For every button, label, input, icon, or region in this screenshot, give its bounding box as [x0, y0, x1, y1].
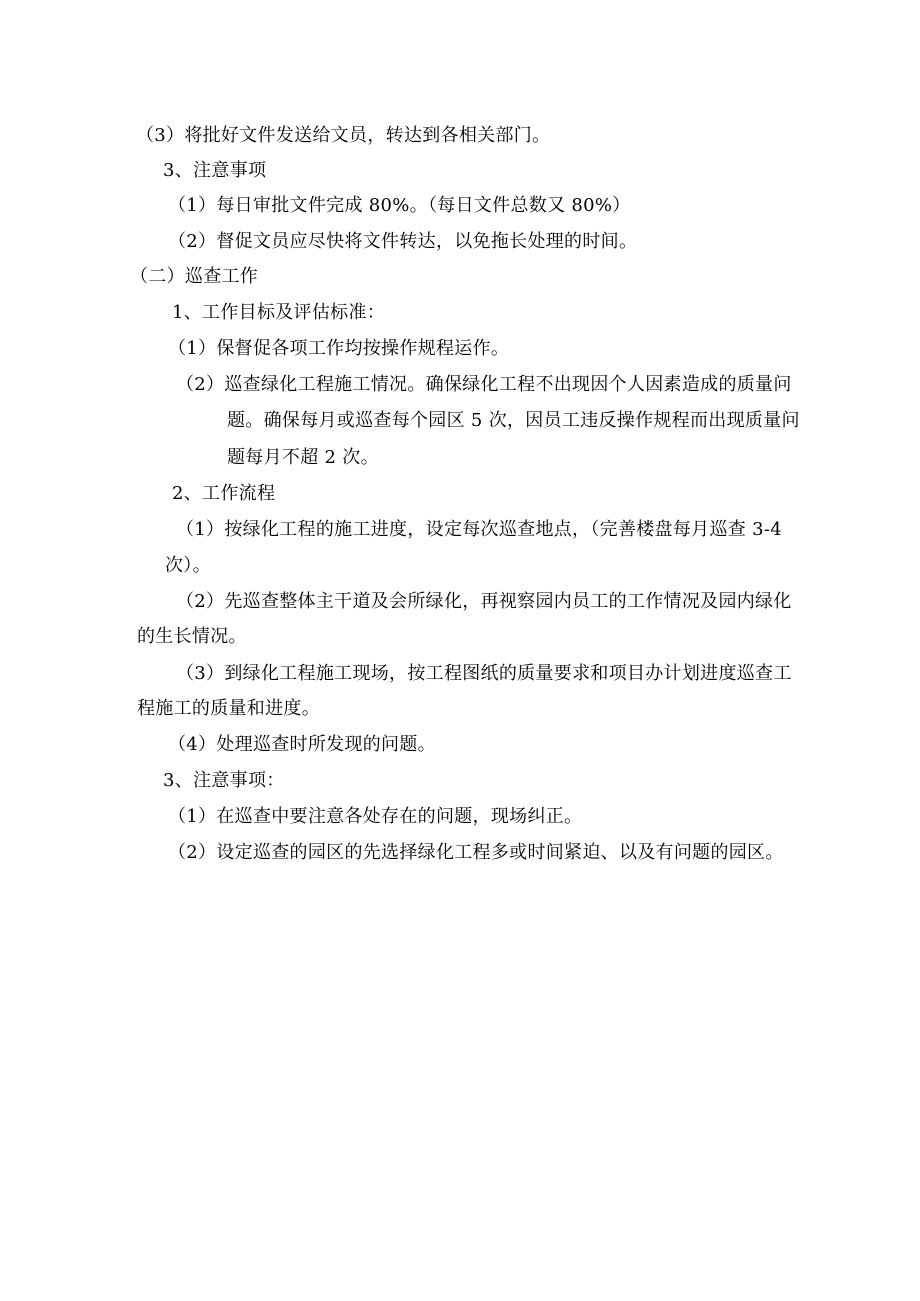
section-heading: 1、工作目标及评估标准：	[172, 302, 386, 323]
list-item: （1）保督促各项工作均按操作规程运作。	[168, 338, 510, 359]
section-heading: 3、注意事项：	[163, 770, 285, 791]
list-item: （2）设定巡查的园区的先选择绿化工程多或时间紧迫、以及有问题的园区。	[168, 842, 784, 863]
list-item-continuation: 次）。	[165, 555, 211, 576]
list-item-continuation: 的生长情况。	[137, 626, 247, 647]
section-heading: 2、工作流程	[172, 483, 276, 504]
list-item-continuation: 题每月不超 2 次。	[227, 447, 379, 468]
list-item-continuation: 程施工的质量和进度。	[137, 698, 320, 719]
list-item: （1）在巡查中要注意各处存在的问题，现场纠正。	[168, 806, 583, 827]
list-item: （1）按绿化工程的施工进度，设定每次巡查地点，（完善楼盘每月巡查 3-4	[176, 519, 782, 540]
paragraph-line: （3）将批好文件发送给文员，转达到各相关部门。	[136, 125, 551, 146]
section-heading: 3、注意事项	[163, 160, 267, 181]
list-item: （1）每日审批文件完成 80%。（每日文件总数又 80%）	[168, 195, 631, 216]
chapter-heading: （二）巡查工作	[130, 266, 259, 287]
list-item: （3）到绿化工程施工现场，按工程图纸的质量要求和项目办计划进度巡查工	[176, 663, 792, 684]
list-item-continuation: 题。确保每月或巡查每个园区 5 次，因员工违反操作规程而出现质量问	[227, 410, 800, 431]
list-item: （2）巡查绿化工程施工情况。确保绿化工程不出现因个人因素造成的质量问	[176, 374, 792, 395]
list-item: （2）督促文员应尽快将文件转达，以免拖长处理的时间。	[168, 231, 638, 252]
list-item: （2）先巡查整体主干道及会所绿化，再视察园内员工的工作情况及园内绿化	[176, 591, 792, 612]
list-item: （4）处理巡查时所发现的问题。	[168, 734, 436, 755]
